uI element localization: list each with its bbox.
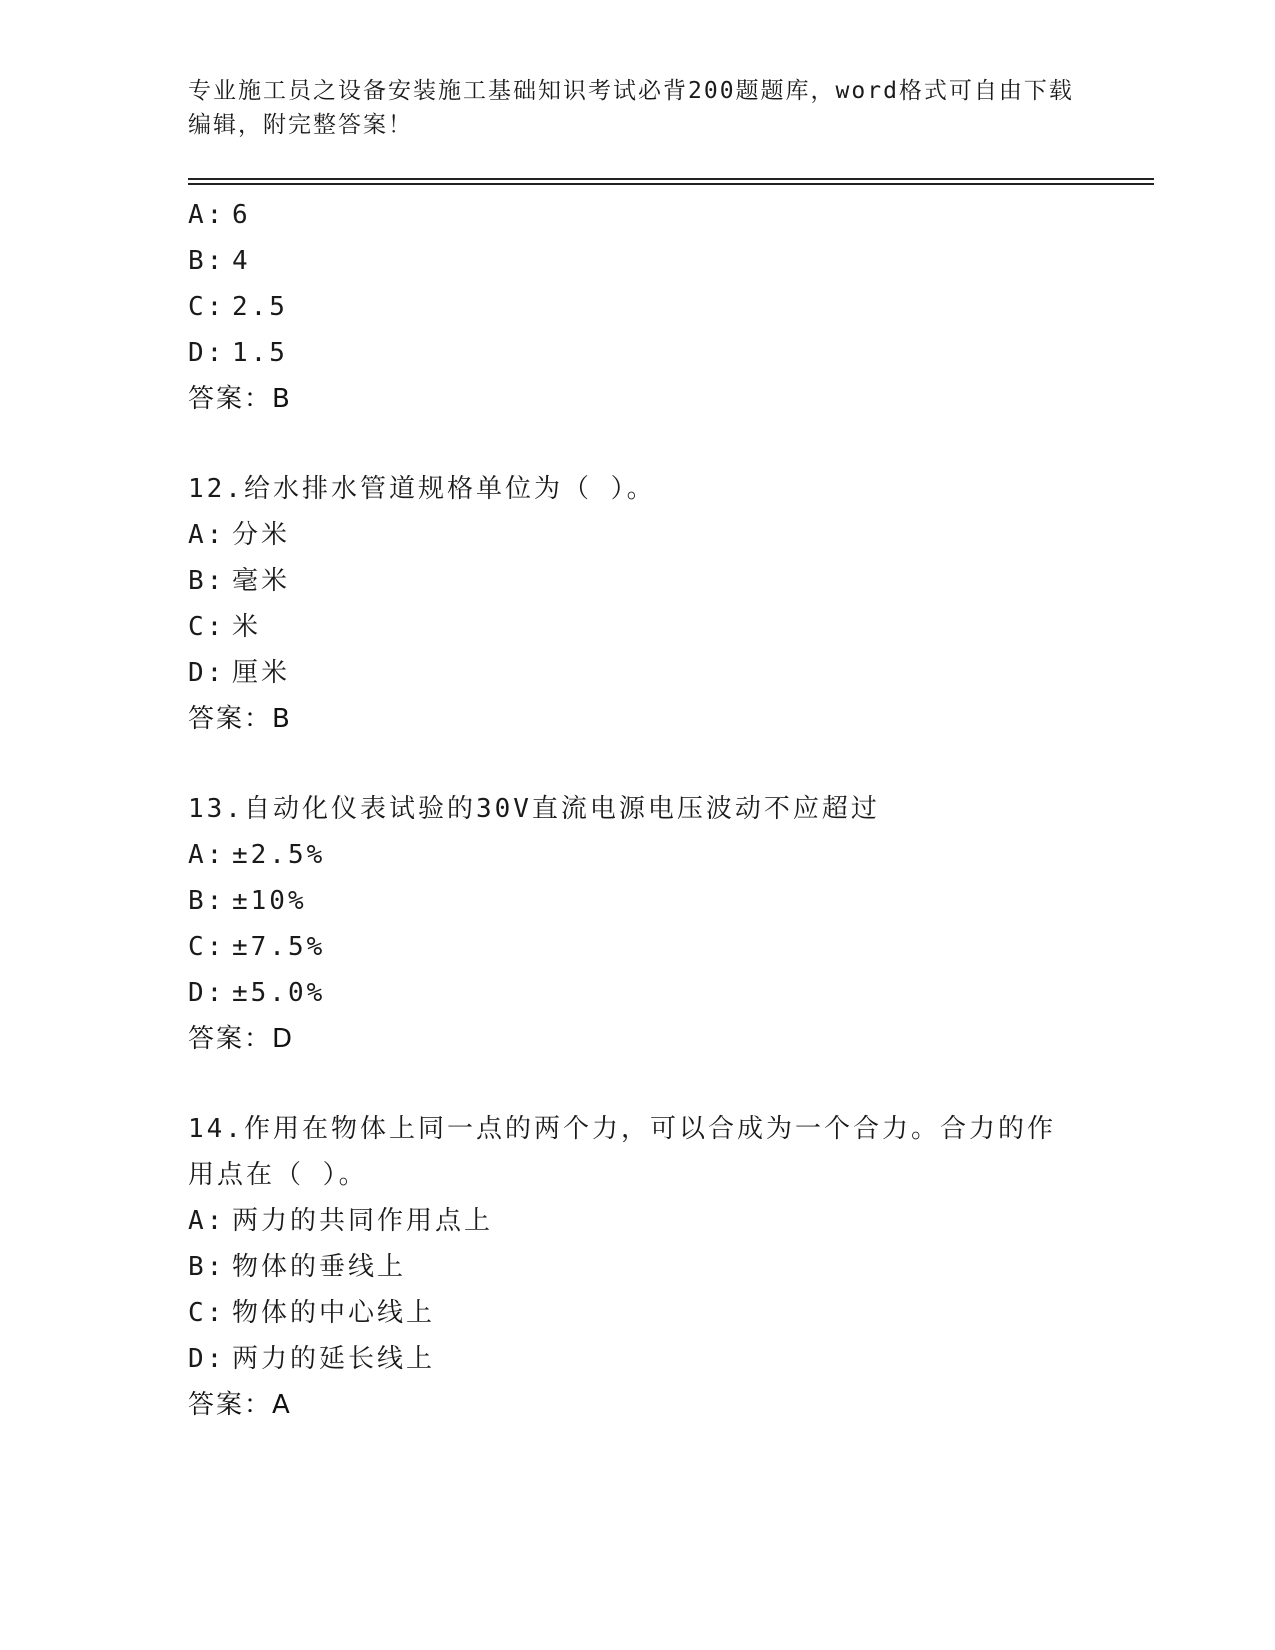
answer-line: 答案：D [188, 1024, 295, 1054]
question-text: 13.自动化仪表试验的30V直流电源电压波动不应超过 [188, 794, 880, 824]
option-letter: D: [188, 1344, 226, 1374]
option-d [188, 1336, 1088, 1382]
option-text: 分米 [232, 520, 291, 550]
question-text: 12.给水排水管道规格单位为（ ）。 [188, 474, 656, 504]
option-letter: B: [188, 246, 226, 276]
option-letter: B: [188, 886, 226, 916]
option-text: 两力的延长线上 [232, 1344, 436, 1374]
question-list [188, 192, 1088, 1428]
option-text: 物体的垂线上 [232, 1252, 407, 1282]
option-b [188, 238, 1088, 284]
question-block [188, 192, 1088, 422]
option-text: 2.5 [232, 292, 288, 322]
option-c [188, 924, 1088, 970]
question-block [188, 786, 1088, 1062]
option-letter: A: [188, 520, 226, 550]
option-text: ±10% [232, 886, 307, 916]
option-d [188, 650, 1088, 696]
option-text: 两力的共同作用点上 [232, 1206, 494, 1236]
option-letter: B: [188, 566, 226, 596]
option-text: 物体的中心线上 [232, 1298, 436, 1328]
question-block [188, 466, 1088, 742]
option-a [188, 512, 1088, 558]
option-text: 1.5 [232, 338, 288, 368]
option-c [188, 1290, 1088, 1336]
option-c [188, 284, 1088, 330]
option-b [188, 1244, 1088, 1290]
option-b [188, 878, 1088, 924]
option-text: 4 [232, 246, 251, 276]
option-letter: C: [188, 1298, 226, 1328]
answer-line: 答案：A [188, 1390, 292, 1420]
option-letter: B: [188, 1252, 226, 1282]
option-text: 毫米 [232, 566, 291, 596]
option-a [188, 832, 1088, 878]
option-text: 厘米 [232, 658, 291, 688]
header-divider-bottom [188, 183, 1154, 185]
option-text: 6 [232, 200, 251, 230]
option-letter: A: [188, 840, 226, 870]
answer-line: 答案：B [188, 384, 292, 414]
option-letter: C: [188, 292, 226, 322]
document-header [188, 74, 1088, 142]
option-a [188, 192, 1088, 238]
document-title: 专业施工员之设备安装施工基础知识考试必背200题题库，word格式可自由下载编辑，附完整答案！ [188, 78, 1074, 138]
option-text: 米 [232, 612, 262, 642]
option-text: ±2.5% [232, 840, 326, 870]
option-c [188, 604, 1088, 650]
option-letter: C: [188, 932, 226, 962]
option-letter: D: [188, 978, 226, 1008]
option-d [188, 330, 1088, 376]
option-a [188, 1198, 1088, 1244]
option-b [188, 558, 1088, 604]
option-letter: D: [188, 658, 226, 688]
question-text: 14.作用在物体上同一点的两个力，可以合成为一个合力。合力的作用点在（ ）。 [188, 1114, 1056, 1190]
option-letter: A: [188, 200, 226, 230]
option-letter: A: [188, 1206, 226, 1236]
answer-line: 答案：B [188, 704, 292, 734]
option-d [188, 970, 1088, 1016]
question-block [188, 1106, 1088, 1428]
option-letter: C: [188, 612, 226, 642]
option-text: ±5.0% [232, 978, 326, 1008]
option-text: ±7.5% [232, 932, 326, 962]
option-letter: D: [188, 338, 226, 368]
header-divider-top [188, 178, 1154, 180]
